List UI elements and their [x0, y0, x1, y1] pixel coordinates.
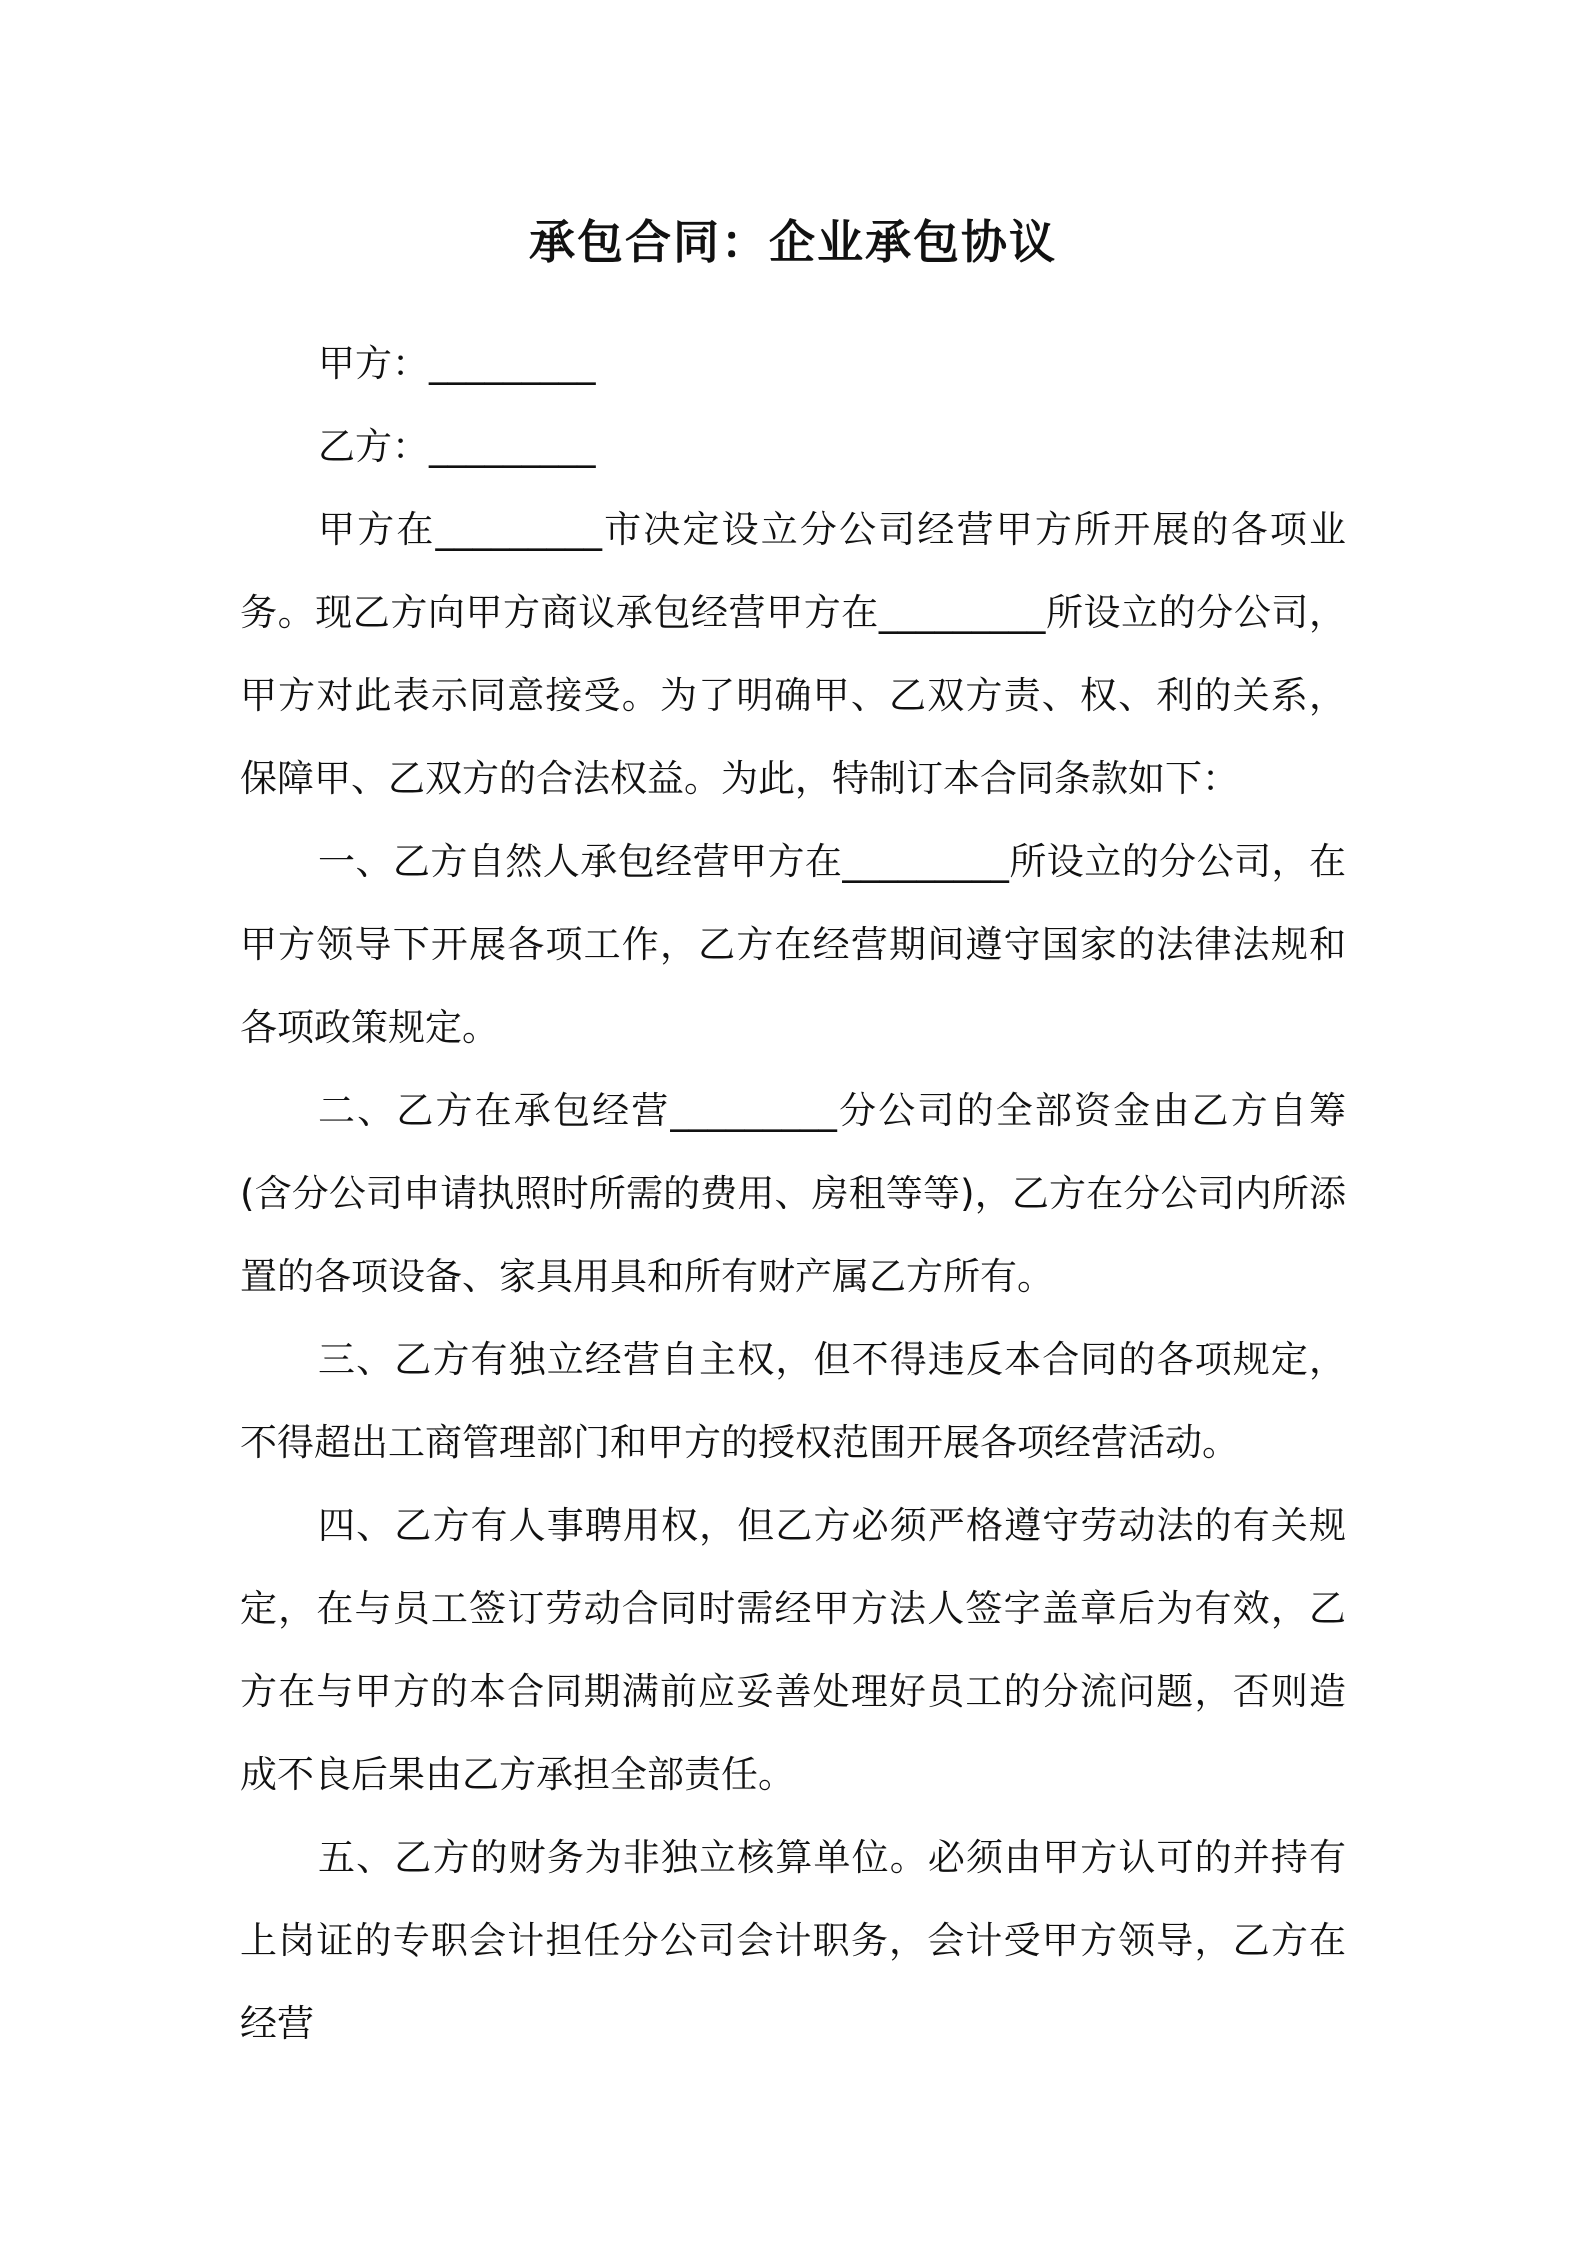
paragraph-preamble: 甲方在_________市决定设立分公司经营甲方所开展的各项业务。现乙方向甲方商议承包经营甲方在_________所设立的分公司，甲方对此表示同意接受。为了明确甲、乙双方责、权、利的关系，保障甲、乙双方的合法权益。为此，特制订本合同条款如下： [240, 508, 1346, 800]
paragraph-clause-4: 四、乙方有人事聘用权，但乙方必须严格遵守劳动法的有关规定，在与员工签订劳动合同时需经甲方法人签字盖章后为有效，乙方在与甲方的本合同期满前应妥善处理好员工的分流问题，否则造成不良后果由乙方承担全部责任。 [240, 1504, 1346, 1796]
party-a-line: 甲方：_________ [318, 342, 596, 385]
party-b-line: 乙方：_________ [318, 425, 596, 468]
paragraph-clause-3: 三、乙方有独立经营自主权，但不得违反本合同的各项规定，不得超出工商管理部门和甲方的授权范围开展各项经营活动。 [240, 1338, 1346, 1464]
document-body [240, 322, 1346, 2065]
paragraph-clause-1: 一、乙方自然人承包经营甲方在_________所设立的分公司，在甲方领导下开展各项工作，乙方在经营期间遵守国家的法律法规和各项政策规定。 [240, 840, 1346, 1049]
paragraph-clause-5: 五、乙方的财务为非独立核算单位。必须由甲方认可的并持有上岗证的专职会计担任分公司会计职务，会计受甲方领导，乙方在经营 [240, 1836, 1346, 2045]
document-title: 承包合同：企业承包协议 [529, 215, 1057, 269]
paragraph-clause-2: 二、乙方在承包经营_________分公司的全部资金由乙方自筹(含分公司申请执照时所需的费用、房租等等)，乙方在分公司内所添置的各项设备、家具用具和所有财产属乙方所有。 [240, 1089, 1346, 1298]
